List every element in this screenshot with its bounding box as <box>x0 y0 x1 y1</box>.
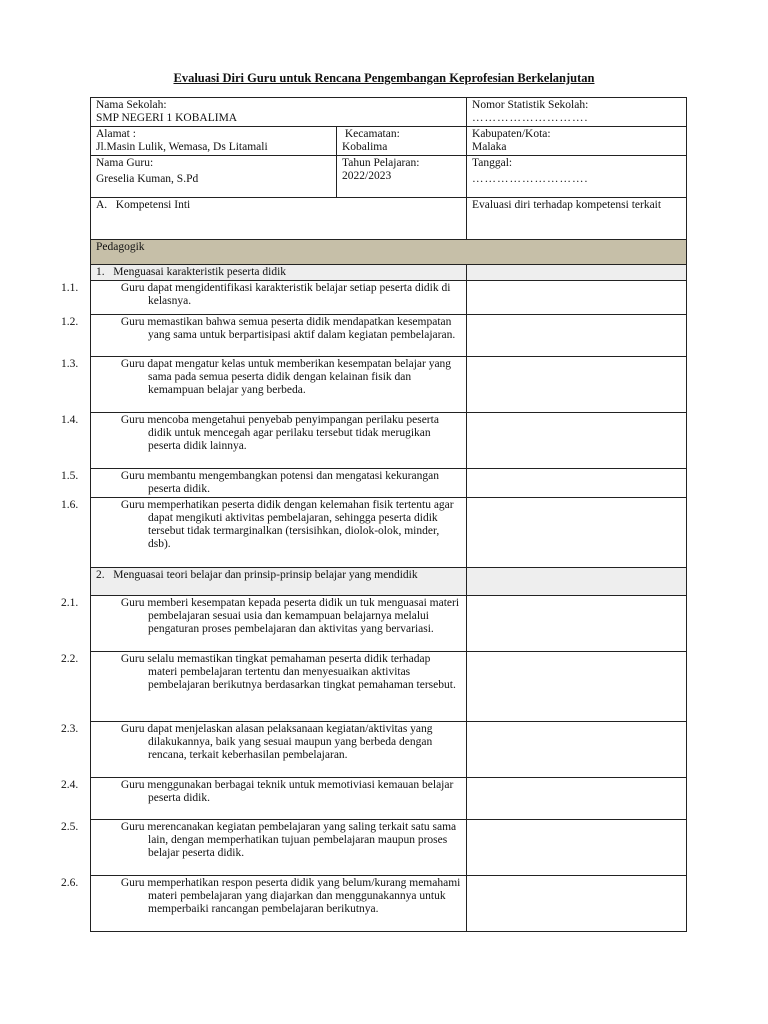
date-value: ………………………. <box>472 173 589 185</box>
kecamatan-cell: Kecamatan: Kobalima <box>337 127 467 156</box>
address-value: Jl.Masin Lulik, Wemasa, Ds Litamali <box>96 141 268 153</box>
evaluation-cell[interactable] <box>467 568 687 596</box>
table-row <box>91 596 687 652</box>
item-cell: 2.2. Guru selalu memastikan tingkat pemahaman peserta didik terhadap materi pembelajaran tertentu dan menyesuaikan aktivitas pembelajaran berikutnya berdasarkan tingkat pemahaman tersebut. <box>91 652 467 722</box>
evaluation-cell[interactable] <box>467 413 687 469</box>
evaluation-cell[interactable] <box>467 469 687 498</box>
self-evaluation-label: Evaluasi diri terhadap kompetensi terkait <box>467 198 687 240</box>
group-heading: 2. Menguasai teori belajar dan prinsip-prinsip belajar yang mendidik <box>91 568 467 596</box>
group-heading: 1. Menguasai karakteristik peserta didik <box>91 265 467 281</box>
address-cell: Alamat : Jl.Masin Lulik, Wemasa, Ds Litamali <box>91 127 337 156</box>
item-cell: 2.6. Guru memperhatikan respon peserta didik yang belum/kurang memahami materi pembelajaran yang diajarkan dan menggunakannya untuk memperbaiki rancangan pembelajaran berikutnya. <box>91 876 467 932</box>
group-heading-row <box>91 265 687 281</box>
school-name-cell: Nama Sekolah: SMP NEGERI 1 KOBALIMA <box>91 98 467 127</box>
item-cell: 1.5. Guru membantu mengembangkan potensi dan mengatasi kekurangan peserta didik. <box>91 469 467 498</box>
evaluation-cell[interactable] <box>467 596 687 652</box>
evaluation-cell[interactable] <box>467 281 687 315</box>
kabupaten-value: Malaka <box>472 141 507 153</box>
kecamatan-value: Kobalima <box>342 141 388 153</box>
nss-value: ………………………. <box>472 112 589 124</box>
evaluation-cell[interactable] <box>467 778 687 820</box>
teacher-row <box>91 156 687 198</box>
competency-label: A. Kompetensi Inti <box>91 198 467 240</box>
table-row <box>91 413 687 469</box>
school-name-value: SMP NEGERI 1 KOBALIMA <box>96 112 238 124</box>
school-row <box>91 98 687 127</box>
competency-header-row <box>91 198 687 240</box>
item-cell: 2.3. Guru dapat menjelaskan alasan pelaksanaan kegiatan/aktivitas yang dilakukannya, baik yang sesuai maupun yang berbeda dengan rencana, terkait keberhasilan pembelajaran. <box>91 722 467 778</box>
evaluation-cell[interactable] <box>467 722 687 778</box>
evaluation-cell[interactable] <box>467 357 687 413</box>
evaluation-cell[interactable] <box>467 498 687 568</box>
item-cell: 1.3. Guru dapat mengatur kelas untuk memberikan kesempatan belajar yang sama pada semua peserta didik dengan kelainan fisik dan kemampuan belajar yang berbeda. <box>91 357 467 413</box>
kabupaten-cell: Kabupaten/Kota: Malaka <box>467 127 687 156</box>
item-cell: 1.4. Guru mencoba mengetahui penyebab penyimpangan perilaku peserta didik untuk mencegah agar perilaku tersebut tidak merugikan peserta didik lainnya. <box>91 413 467 469</box>
evaluation-cell[interactable] <box>467 820 687 876</box>
teacher-name-value: Greselia Kuman, S.Pd <box>96 173 199 185</box>
date-cell: Tanggal: ………………………. <box>467 156 687 198</box>
nss-cell: Nomor Statistik Sekolah: ………………………. <box>467 98 687 127</box>
item-cell: 1.6. Guru memperhatikan peserta didik dengan kelemahan fisik tertentu agar dapat mengikuti aktivitas pembelajaran, sehingga peserta didik tersebut tidak termarginalkan (tersisihkan, diolok-olok, minder, dsb). <box>91 498 467 568</box>
teacher-cell: Nama Guru: Greselia Kuman, S.Pd <box>91 156 337 198</box>
table-row <box>91 498 687 568</box>
item-cell: 2.1. Guru memberi kesempatan kepada peserta didik un tuk menguasai materi pembelajaran sesuai usia dan kemampuan belajarnya melalui pengaturan proses pembelajaran dan aktivitas yang bervariasi. <box>91 596 467 652</box>
group-heading-row <box>91 568 687 596</box>
evaluation-cell[interactable] <box>467 652 687 722</box>
table-row <box>91 469 687 498</box>
table-row <box>91 722 687 778</box>
table-row <box>91 778 687 820</box>
table-row <box>91 652 687 722</box>
item-cell: 2.4. Guru menggunakan berbagai teknik untuk memotiviasi kemauan belajar peserta didik. <box>91 778 467 820</box>
section-title: Pedagogik <box>91 240 687 265</box>
table-row <box>91 876 687 932</box>
address-row <box>91 127 687 156</box>
section-row <box>91 240 687 265</box>
evaluation-cell[interactable] <box>467 265 687 281</box>
school-year-cell: Tahun Pelajaran: 2022/2023 <box>337 156 467 198</box>
document-title: Evaluasi Diri Guru untuk Rencana Pengembangan Keprofesian Berkelanjutan <box>173 71 595 85</box>
school-year-value: 2022/2023 <box>342 170 392 182</box>
evaluation-table <box>61 97 687 932</box>
item-cell: 2.5. Guru merencanakan kegiatan pembelajaran yang saling terkait satu sama lain, dengan memperhatikan tujuan pembelajaran maupun proses belajar peserta didik. <box>91 820 467 876</box>
item-cell: 1.2. Guru memastikan bahwa semua peserta didik mendapatkan kesempatan yang sama untuk berpartisipasi aktif dalam kegiatan pembelajaran. <box>91 315 467 357</box>
table-row <box>91 357 687 413</box>
table-row <box>91 281 687 315</box>
evaluation-cell[interactable] <box>467 315 687 357</box>
table-row <box>91 315 687 357</box>
table-row <box>91 820 687 876</box>
item-cell: 1.1. Guru dapat mengidentifikasi karakteristik belajar setiap peserta didik di kelasnya. <box>91 281 467 315</box>
evaluation-cell[interactable] <box>467 876 687 932</box>
